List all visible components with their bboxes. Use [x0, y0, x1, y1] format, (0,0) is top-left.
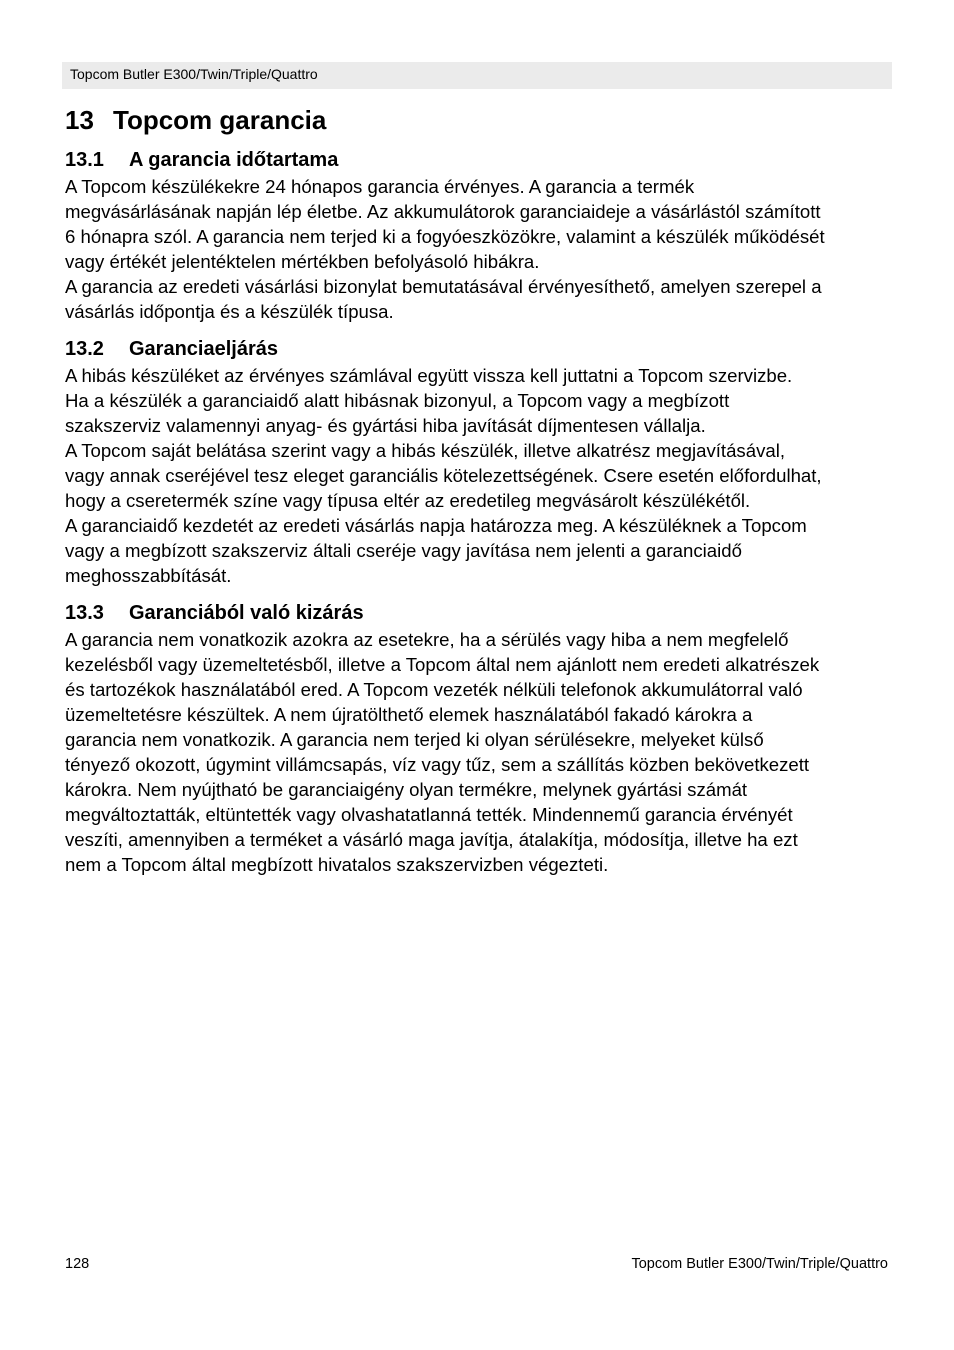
chapter-heading	[65, 102, 895, 138]
section-body: A hibás készüléket az érvényes számlával együtt vissza kell juttatni a Topcom szervizbe. Ha a készülék a garanciaidő alatt hibásnak bizonyul, a Topcom vagy a megbízott szakszerviz valamennyi anyag- és gyártási hiba javítását díjmentesen vállalja. A Topcom saját belátása szerint vagy a hibás készülék, illetve alkatrész megjavításával, vagy annak cseréjével tesz eleget garanciális kötelezettségének. Csere esetén előfordulhat, hogy a cseretermék színe vagy típusa eltér az eredetileg megvásárolt készülékétől. A garanciaidő kezdetét az eredeti vásárlás napja határozza meg. A készüléknek a Topcom vagy a megbízott szakszerviz általi cseréje vagy javítása nem jelenti a garanciaidő meghosszabbítását.	[65, 365, 822, 586]
section-heading	[65, 599, 895, 627]
running-header-title: Topcom Butler E300/Twin/Triple/Quattro	[70, 66, 318, 82]
section-warranty-exclusions	[65, 599, 895, 877]
section-title: Garanciaeljárás	[129, 338, 278, 360]
running-header	[62, 62, 892, 89]
section-number: 13.3	[65, 602, 104, 624]
section-warranty-period	[65, 146, 895, 324]
section-warranty-procedure	[65, 335, 895, 588]
page-number: 128	[65, 1256, 90, 1272]
section-number: 13.2	[65, 338, 104, 360]
section-title: A garancia időtartama	[129, 149, 339, 171]
section-heading	[65, 146, 895, 174]
section-number: 13.1	[65, 149, 104, 171]
section-heading	[65, 335, 895, 363]
page-content	[65, 102, 895, 877]
footer-product-name: Topcom Butler E300/Twin/Triple/Quattro	[631, 1256, 888, 1272]
section-title: Garanciából való kizárás	[129, 602, 364, 624]
chapter-number: 13	[65, 105, 94, 135]
section-body: A garancia nem vonatkozik azokra az esetekre, ha a sérülés vagy hiba a nem megfelelő kezelésből vagy üzemeltetésből, illetve a Topcom által nem ajánlott nem eredeti alkatrészek és tartozékok használatából ered. A Topcom vezeték nélküli telefonok akkumulátorral való üzemeltetésre készültek. A nem újratölthető elemek használatából fakadó károkra a garancia nem vonatkozik. A garancia nem terjed ki olyan sérülésekre, melyeket külső tényező okozott, úgymint villámcsapás, víz vagy tűz, sem a szállítás közben bekövetkezett károkra. Nem nyújtható be garanciaigény olyan termékre, melynek gyártási számát megváltoztatták, eltüntették vagy olvashatatlanná tették. Mindennemű garancia érvényét veszíti, amennyiben a terméket a vásárló maga javítja, átalakítja, módosítja, illetve ha ezt nem a Topcom által megbízott hivatalos szakszervizben végezteti.	[65, 629, 820, 875]
section-body: A Topcom készülékekre 24 hónapos garancia érvényes. A garancia a termék megvásárlásának napján lép életbe. Az akkumulátorok garanciaideje a vásárlástól számított 6 hónapra szól. A garancia nem terjed ki a fogyóeszközökre, valamint a készülék működését vagy értékét jelentéktelen mértékben befolyásoló hibákra. A garancia az eredeti vásárlási bizonylat bemutatásával érvényesíthető, amelyen szerepel a vásárlás időpontja és a készülék típusa.	[65, 176, 825, 322]
chapter-title: Topcom garancia	[113, 105, 327, 135]
